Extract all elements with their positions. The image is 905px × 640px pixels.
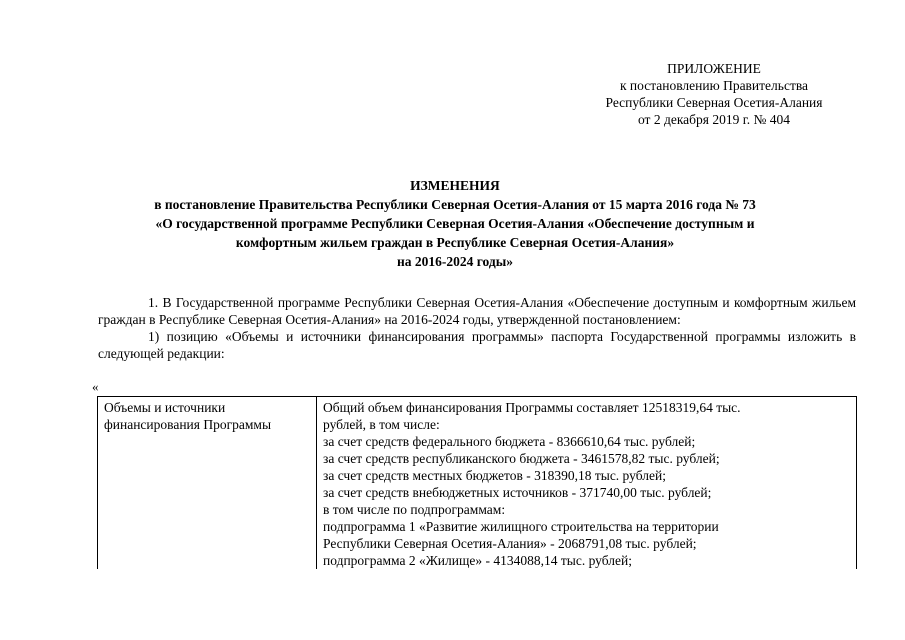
paragraph-2: 1) позицию «Объемы и источники финансирования программы» паспорта Государственной программы изложить в следующей редакции: bbox=[98, 329, 856, 361]
appendix-header bbox=[569, 60, 859, 128]
content-line: за счет средств внебюджетных источников - 371740,00 тыс. рублей; bbox=[323, 485, 712, 500]
heading-title: ИЗМЕНЕНИЯ bbox=[410, 178, 500, 193]
appendix-line-2: Республики Северная Осетия-Алания bbox=[605, 95, 823, 110]
paragraph-1: 1. В Государственной программе Республики Северная Осетия-Алания «Обеспечение доступным и комфортным жильем граждан в Республике Северная Осетия-Алания» на 2016-2024 годы, утвержденной постановлением: bbox=[98, 295, 856, 327]
table-cell-label bbox=[98, 397, 317, 570]
label-line-2: финансирования Программы bbox=[104, 417, 272, 432]
table-row bbox=[98, 397, 857, 570]
appendix-title: ПРИЛОЖЕНИЕ bbox=[667, 61, 761, 76]
content-line: за счет средств республиканского бюджета - 3461578,82 тыс. рублей; bbox=[323, 451, 720, 466]
content-line: за счет средств федерального бюджета - 8366610,64 тыс. рублей; bbox=[323, 434, 696, 449]
heading-line-4: на 2016-2024 годы» bbox=[396, 254, 514, 269]
content-line: рублей, в том числе: bbox=[323, 417, 440, 432]
financing-table bbox=[97, 396, 857, 569]
content-line: подпрограмма 2 «Жилище» - 4134088,14 тыс. рублей; bbox=[323, 553, 632, 568]
body-text bbox=[98, 294, 856, 362]
content-line: Республики Северная Осетия-Алания» - 2068791,08 тыс. рублей; bbox=[323, 536, 697, 551]
table-cell-content bbox=[317, 397, 857, 570]
opening-quote: « bbox=[92, 379, 99, 394]
content-line: подпрограмма 1 «Развитие жилищного строительства на территории bbox=[323, 519, 719, 534]
label-line-1: Объемы и источники bbox=[104, 400, 226, 415]
appendix-line-1: к постановлению Правительства bbox=[619, 78, 809, 93]
content-line: в том числе по подпрограммам: bbox=[323, 502, 506, 517]
heading-line-3: комфортным жильем граждан в Республике Северная Осетия-Алания» bbox=[235, 235, 675, 250]
heading-line-1: в постановление Правительства Республики Северная Осетия-Алания от 15 марта 2016 года № 73 bbox=[154, 197, 756, 212]
heading-line-2: «О государственной программе Республики Северная Осетия-Алания «Обеспечение доступным и bbox=[155, 216, 755, 231]
content-line: Общий объем финансирования Программы составляет 12518319,64 тыс. bbox=[323, 400, 741, 415]
document-heading bbox=[60, 176, 850, 271]
appendix-line-3: от 2 декабря 2019 г. № 404 bbox=[637, 112, 791, 127]
content-line: за счет средств местных бюджетов - 318390,18 тыс. рублей; bbox=[323, 468, 666, 483]
